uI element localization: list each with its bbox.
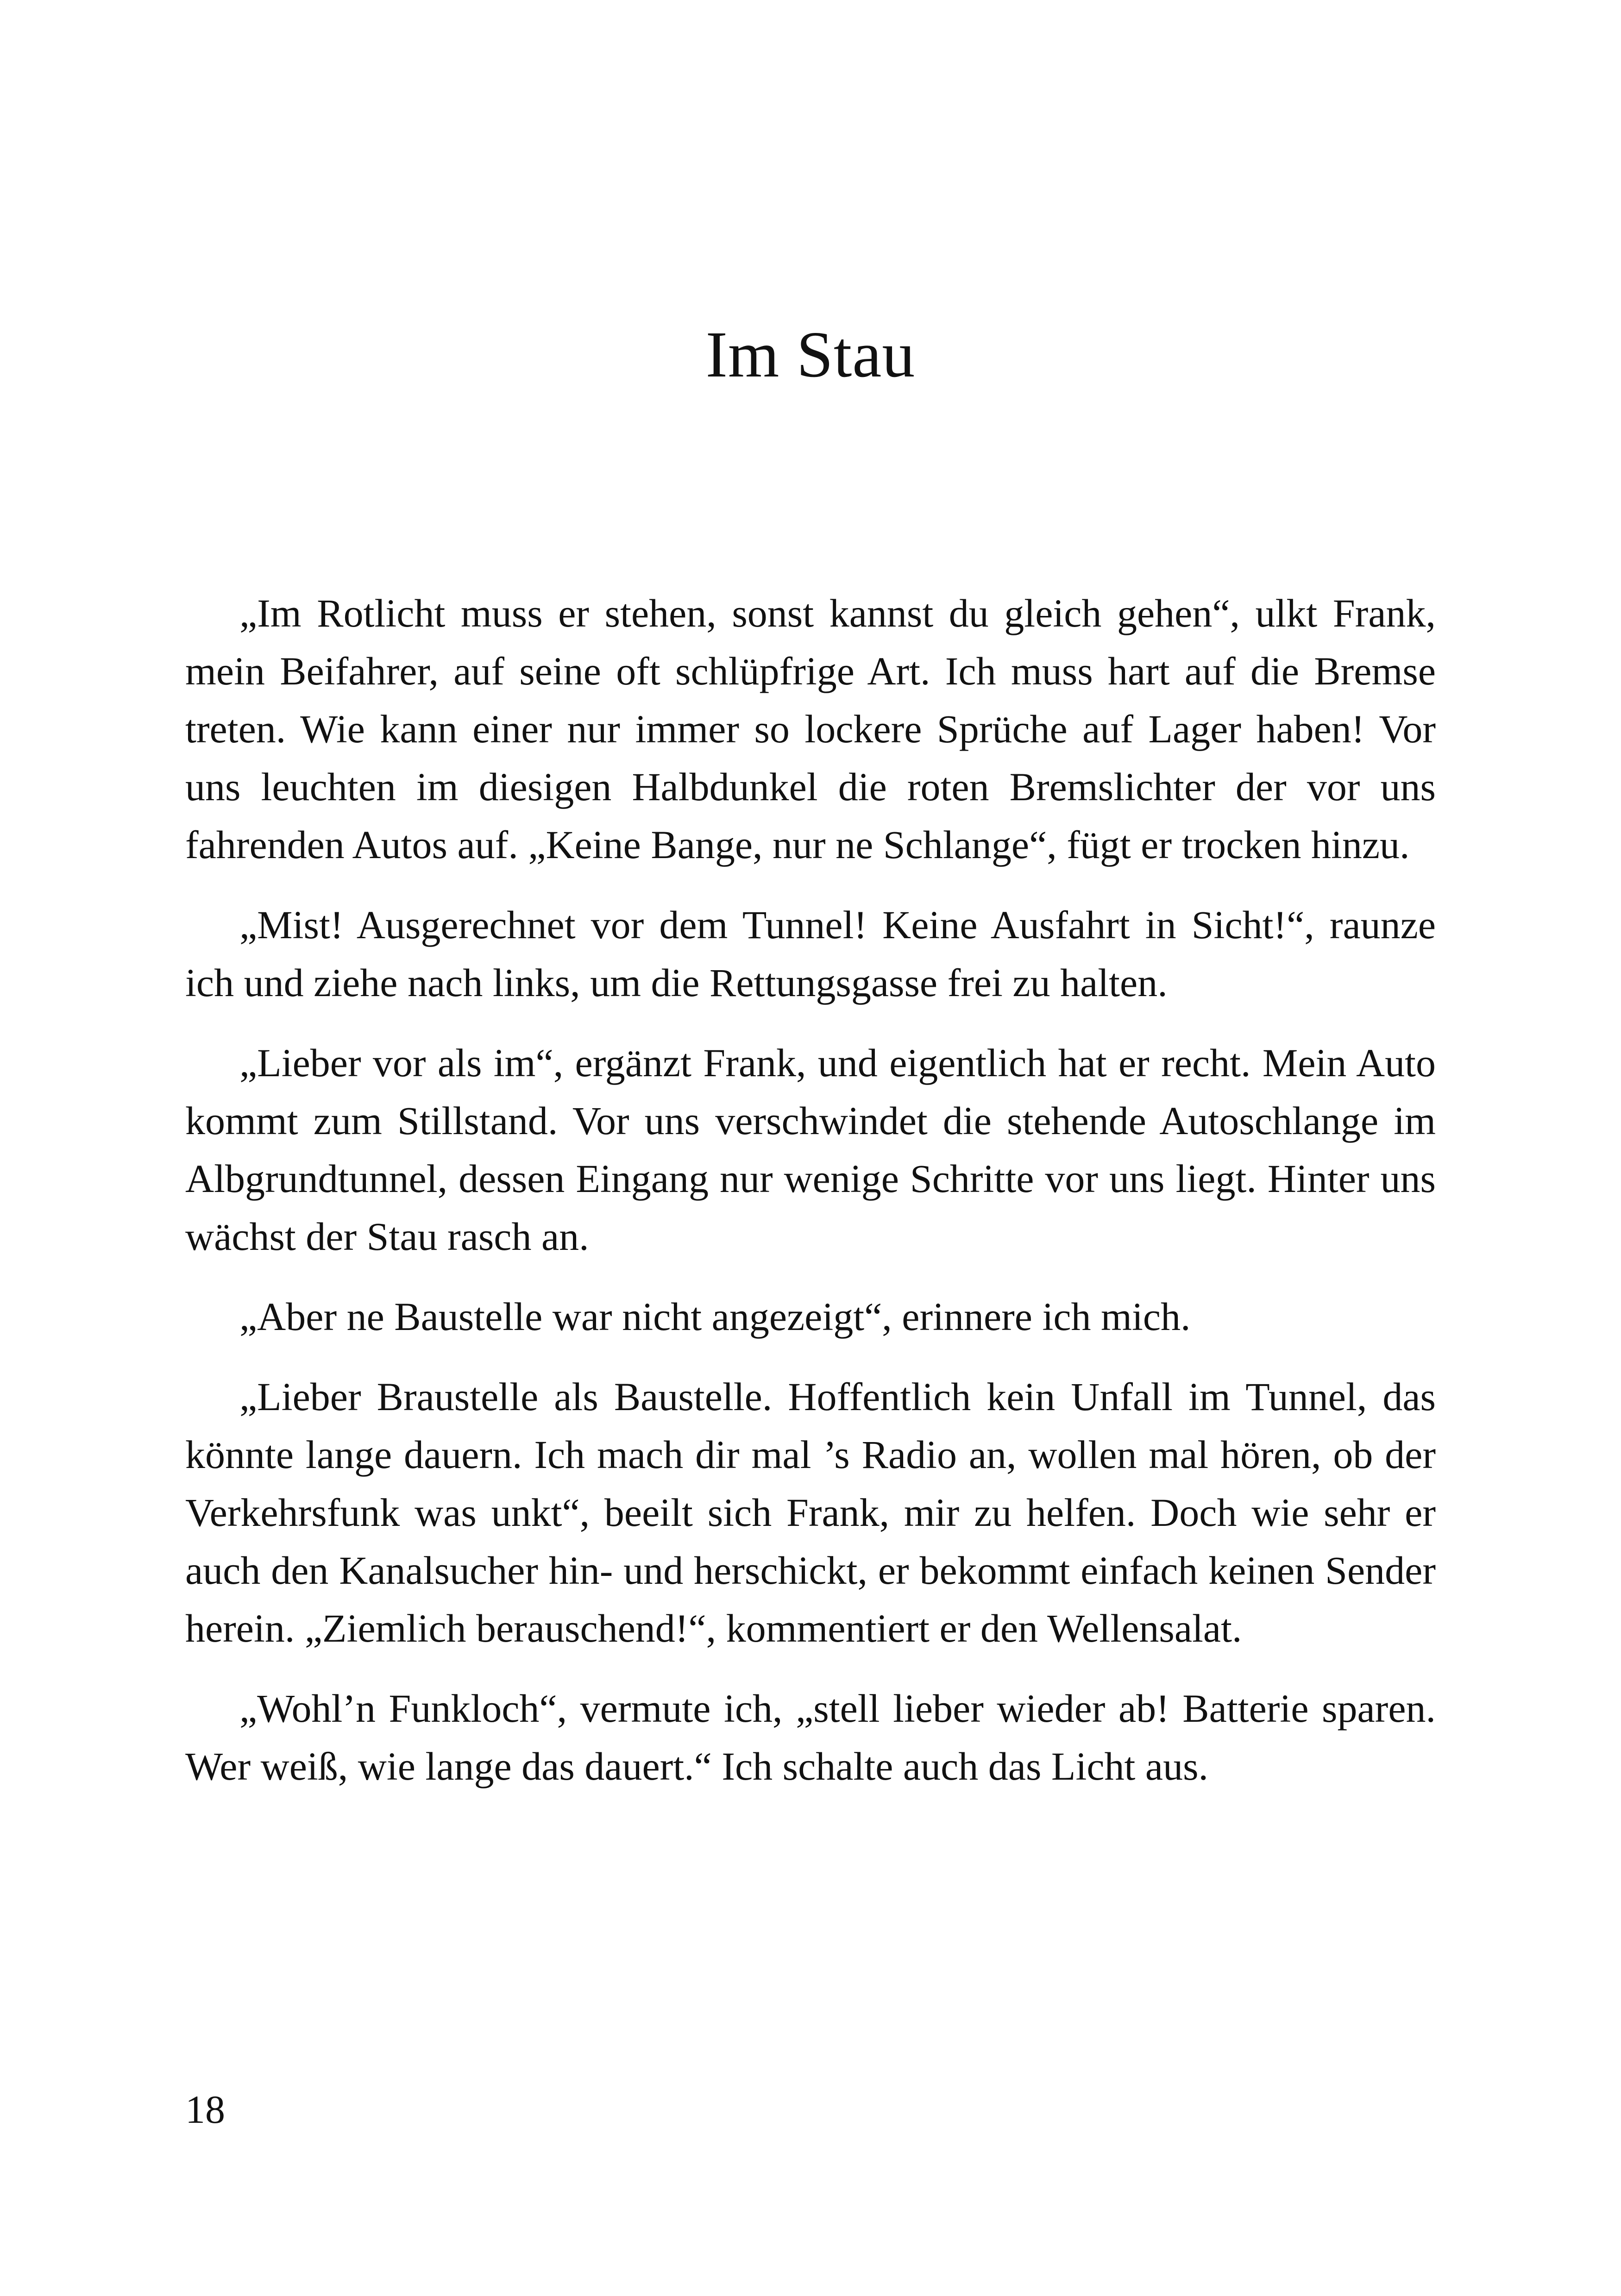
paragraph: „Aber ne Baustelle war nicht angezeigt“, erinnere ich mich. xyxy=(239,1294,1191,1339)
paragraph: „Mist! Ausgerechnet vor dem Tunnel! Keine Ausfahrt in Sicht!“, raunze ich und ziehe nach links, um die Rettungsgasse frei zu halten. xyxy=(185,903,1436,1005)
paragraph: „Im Rotlicht muss er stehen, sonst kannst du gleich gehen“, ulkt Frank, mein Beifahrer, auf seine oft schlüpfrige Art. Ich muss hart auf die Bremse treten. Wie kann einer nur immer so lockere Sprüche auf Lager haben! Vor uns leuchten im diesigen Halbdunkel die roten Bremslichter der vor uns fahrenden Autos auf. „Keine Bange, nur ne Schlange“, fügt er trocken hinzu. xyxy=(185,591,1436,867)
page-number: 18 xyxy=(185,2087,225,2132)
paragraph: „Lieber vor als im“, ergänzt Frank, und eigentlich hat er recht. Mein Auto kommt zum Stillstand. Vor uns verschwindet die stehende Autoschlange im Albgrundtunnel, dessen Eingang nur wenige Schritte vor uns liegt. Hinter uns wächst der Stau rasch an. xyxy=(185,1041,1436,1259)
paragraph: „Wohl’n Funkloch“, vermute ich, „stell lieber wieder ab! Batterie sparen. Wer weiß, wie lange das dauert.“ Ich schalte auch das Licht aus. xyxy=(185,1686,1436,1788)
paragraph: „Lieber Braustelle als Baustelle. Hoffentlich kein Unfall im Tunnel, das könnte lange dauern. Ich mach dir mal ’s Radio an, wollen mal hören, ob der Verkehrsfunk was unkt“, beeilt sich Frank, mir zu helfen. Doch wie sehr er auch den Kanalsucher hin- und herschickt, er bekommt einfach keinen Sender herein. „Ziemlich berauschend!“, kommentiert er den Wellensalat. xyxy=(185,1374,1436,1650)
chapter-title: Im Stau xyxy=(705,318,916,391)
body-text xyxy=(185,584,1436,1818)
